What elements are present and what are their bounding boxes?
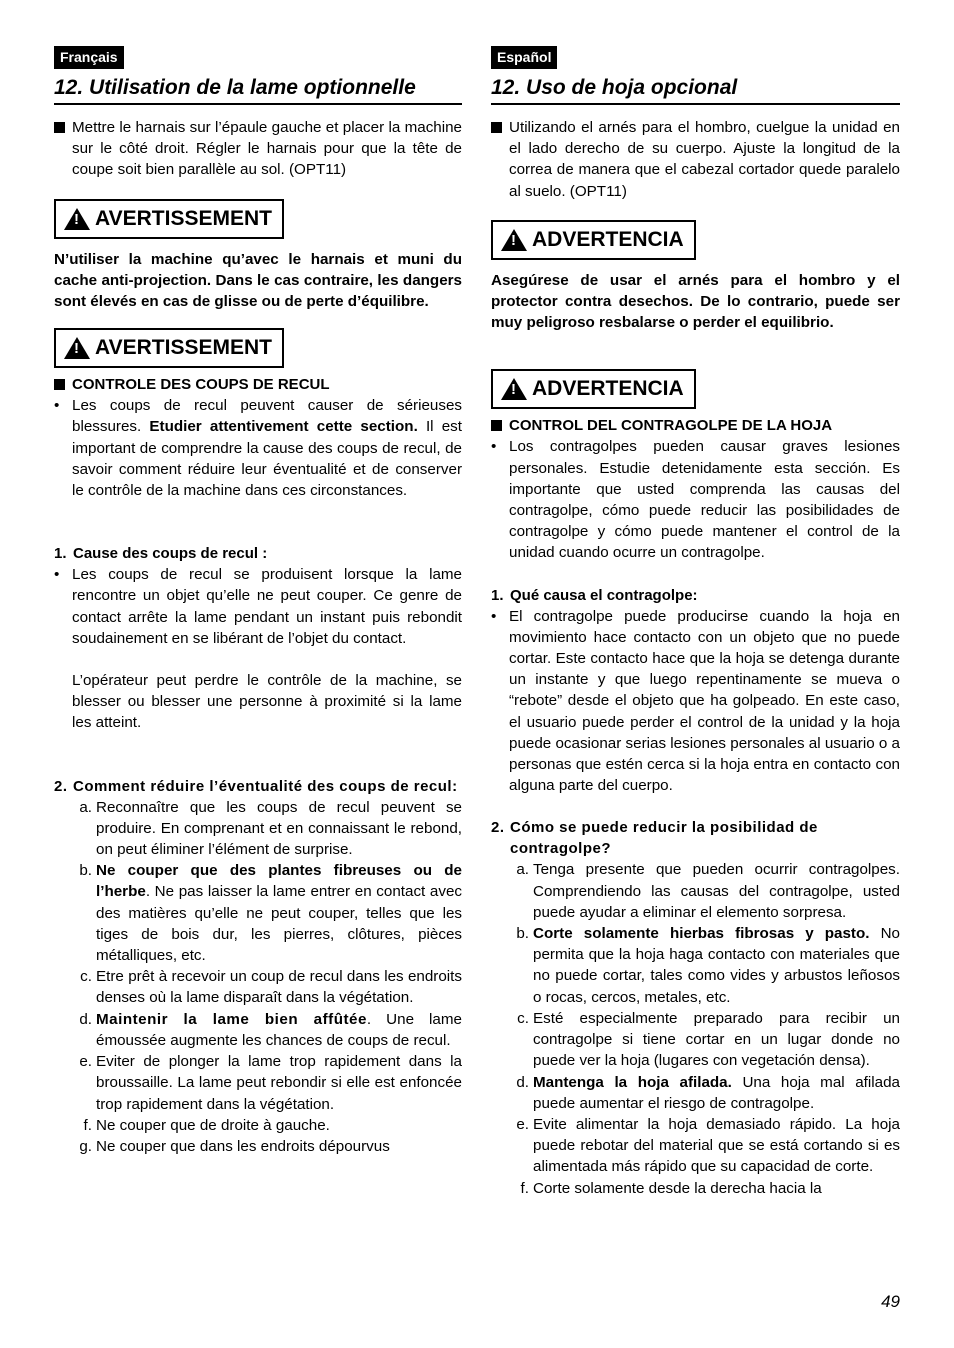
warning-box-spanish-2 bbox=[491, 369, 696, 409]
list-item: f. Ne couper que de droite à gauche. bbox=[83, 1116, 330, 1134]
list-item: c. Esté especialmente preparado para recibir un contragolpe si tiene cortar en un lugar donde no puede ver la hoja (lugares con vegetación densa). bbox=[517, 1009, 900, 1070]
section-title-french: 12. Utilisation de la lame optionnelle bbox=[54, 75, 462, 105]
warning-text-french: N’utiliser la machine qu’avec le harnais et muni du cache anti-projection. Dans le cas contraire, les dangers sont élevés en cas de glisse ou de perte d’équilibre. bbox=[54, 250, 462, 311]
list-item: b. Corte solamente hierbas fibrosas y pasto. No permita que la hoja haga contacto con materiales que no puede cortar, tales como vides y arbustos leñosos o rocas, cercos, metales, etc. bbox=[516, 925, 901, 1006]
warning-text-spanish: Asegúrese de usar el arnés para el hombro y el protector contra desechos. De lo contrario, puede ser muy peligroso resbalarse o perder el equilibrio. bbox=[491, 271, 900, 332]
language-tag-french: Français bbox=[54, 46, 124, 69]
control-text-french: • Les coups de recul peuvent causer de sérieuses blessures. Etudier attentivement cette section. Il est important de comprendre la cause des coups de recul, de savoir comment réduire leur éventualité et de conserver le contrôle de la machine dans ces circonstances. bbox=[54, 395, 462, 501]
list-item: a. Reconnaître que les coups de recul peuvent se produire. En comprenant et en connaissant le rebond, on peut éliminer l’élément de surprise. bbox=[79, 798, 462, 859]
list-item: d. Mantenga la hoja afilada. Una hoja mal afilada puede aumentar el riesgo de contragolpe. bbox=[516, 1073, 900, 1112]
warning-triangle-icon bbox=[501, 378, 527, 400]
cause-heading-french: 1. Cause des coups de recul : bbox=[54, 545, 268, 563]
warning-triangle-icon bbox=[64, 337, 90, 359]
list-item: c. Etre prêt à recevoir un coup de recul dans les endroits denses où la lame disparaît dans la végétation. bbox=[80, 968, 462, 1007]
list-item: d. Maintenir la lame bien affûtée. Une lame émoussée augmente les chances de coups de recul. bbox=[79, 1010, 462, 1049]
list-item: e. Eviter de plonger la lame trop rapidement dans la broussaille. La lame peut rebondir si elle est enfoncée trop rapidement dans la végétation. bbox=[79, 1053, 462, 1113]
page-number: 49 bbox=[881, 1292, 900, 1311]
warning-box-spanish-1 bbox=[491, 220, 696, 260]
control-heading-french: CONTROLE DES COUPS DE RECUL bbox=[54, 374, 462, 395]
french-column bbox=[54, 46, 462, 1157]
spanish-column bbox=[491, 46, 900, 1199]
list-item: a. Tenga presente que pueden ocurrir contragolpes. Comprendiendo las causas del contragolpe, usted puede ayudar a eliminar el elemento sorpresa. bbox=[516, 861, 900, 921]
cause-text-french-2: L’opérateur peut perdre le contrôle de la machine, se blesser ou blesser une personne à proximité si la lame les atteint. bbox=[72, 672, 462, 732]
list-item: g. Ne couper que dans les endroits dépourvus bbox=[79, 1137, 390, 1155]
warning-box-french-1 bbox=[54, 199, 284, 239]
warning-box-french-2 bbox=[54, 328, 284, 368]
warning-label: AVERTISSEMENT bbox=[95, 206, 272, 230]
cause-text-spanish: • El contragolpe puede producirse cuando la hoja en movimiento hace contacto con un objeto que no puede cortar. Este contacto hace que la hoja se detenga durante un instante y que luego repentinamente se mueva o “rebote” desde el objeto que ha golpeado. En este caso, el usuario puede perder el control de la unidad y la hoja puede ocasionar serias lesiones personales al usuario o a personas que estén cerca si la hoja entra en contacto con alguna parte del cuerpo. bbox=[491, 606, 900, 797]
cause-text-french: • Les coups de recul se produisent lorsque la lame rencontre un objet qu’elle ne peut couper. Ce genre de contact arrête la lame pendant un instant puis rebondit soudainement en se libérant de l’objet du contact. bbox=[54, 564, 462, 649]
reduce-heading-spanish: 2. Cómo se puede reducir la posibilidad de contragolpe? bbox=[491, 819, 818, 858]
warning-label: ADVERTENCIA bbox=[532, 377, 684, 401]
cause-heading-spanish: 1. Qué causa el contragolpe: bbox=[491, 586, 698, 604]
list-item: f. Corte solamente desde la derecha hacia la bbox=[520, 1179, 822, 1197]
intro-french: Mettre le harnais sur l’épaule gauche et placer la machine sur le côté droit. Régler le harnais pour que la tête de coupe soit bien parallèle au sol. (OPT11) bbox=[54, 117, 462, 181]
warning-label: AVERTISSEMENT bbox=[95, 336, 272, 360]
warning-triangle-icon bbox=[501, 229, 527, 251]
control-text-spanish: • Los contragolpes pueden causar graves lesiones personales. Estudie detenidamente esta sección. Es importante que usted comprenda las causas del contragolpe, cómo puede reducir las posibilidades de contragolpe y cómo puede mantener el control de la unidad cuando ocurre un contragolpe. bbox=[491, 436, 900, 563]
intro-spanish: Utilizando el arnés para el hombro, cuelgue la unidad en el lado derecho de su cuerpo. Ajuste la longitud de la correa de manera que el cabezal cortador quede paralelo al suelo. (OPT11) bbox=[491, 117, 900, 202]
warning-triangle-icon bbox=[64, 208, 90, 230]
list-item: e. Evite alimentar la hoja demasiado rápido. La hoja puede rebotar del material que se está cortando si es alimentada más rápido que su capacidad de corte. bbox=[516, 1115, 900, 1176]
section-title-spanish: 12. Uso de hoja opcional bbox=[491, 75, 900, 105]
control-heading-spanish: CONTROL DEL CONTRAGOLPE DE LA HOJA bbox=[491, 415, 900, 436]
language-tag-spanish: Español bbox=[491, 46, 557, 69]
warning-label: ADVERTENCIA bbox=[532, 227, 684, 251]
reduce-heading-french: 2. Comment réduire l’éventualité des coups de recul: bbox=[54, 777, 458, 795]
list-item: b. Ne couper que des plantes fibreuses ou de l’herbe. Ne pas laisser la lame entrer en contact avec des matières qu’elle ne peut couper, telles que les tiges de bois dur, les pierres, clôtures, pièces métalliques, etc. bbox=[79, 862, 462, 965]
